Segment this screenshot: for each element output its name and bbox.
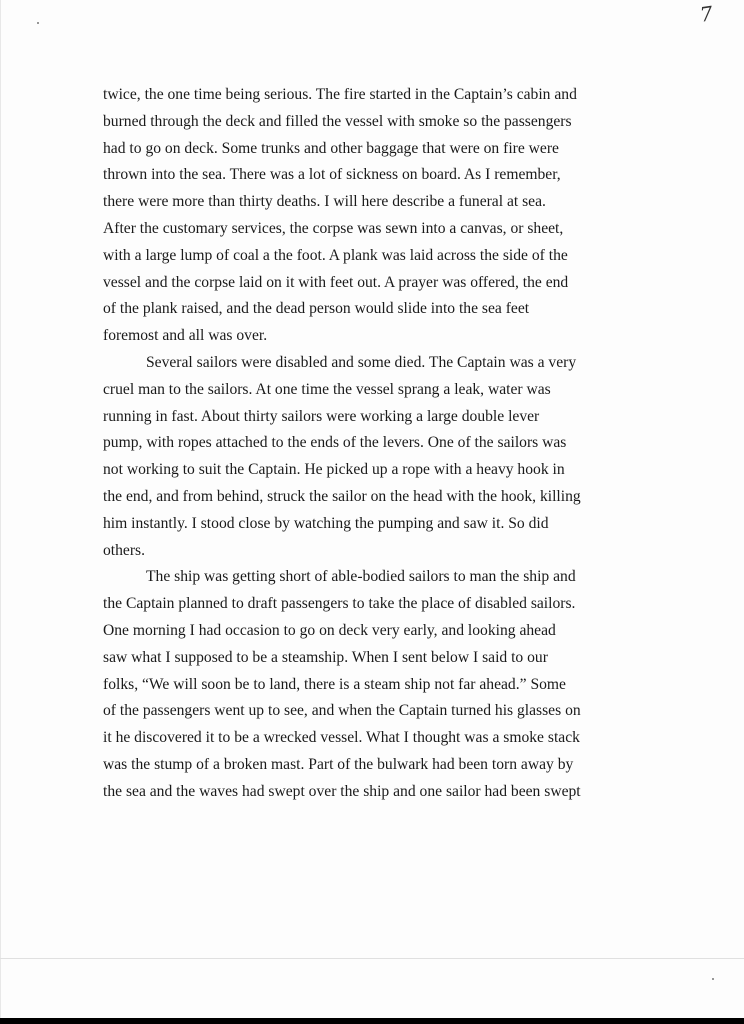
page-number: 7: [698, 1, 715, 27]
text-line: the Captain planned to draft passengers to take the place of disabled sailors.: [103, 595, 576, 613]
scan-bottom-edge: [0, 1018, 744, 1024]
text-line: him instantly. I stood close by watching the pumping and saw it. So did: [103, 514, 549, 532]
text-line: folks, “We will soon be to land, there is a steam ship not far ahead.” Some: [103, 675, 566, 693]
scan-speck: [37, 22, 39, 24]
text-line: of the plank raised, and the dead person would slide into the sea feet: [103, 300, 530, 318]
text-line: others.: [103, 541, 146, 559]
body-text: [103, 82, 643, 806]
text-line: saw what I supposed to be a steamship. When I sent below I said to our: [103, 648, 548, 666]
text-line: After the customary services, the corpse was sewn into a canvas, or sheet,: [103, 219, 564, 237]
text-line: The ship was getting short of able-bodied sailors to man the ship and: [146, 568, 576, 586]
scan-speck: [712, 978, 714, 980]
text-line: there were more than thirty deaths. I will here describe a funeral at sea.: [103, 193, 546, 211]
text-line: vessel and the corpse laid on it with feet out. A prayer was offered, the end: [103, 273, 569, 291]
paragraph: [103, 564, 643, 805]
scan-left-edge: [0, 0, 1, 1018]
paragraph: [103, 82, 643, 350]
text-line: it he discovered it to be a wrecked vessel. What I thought was a smoke stack: [103, 729, 580, 747]
text-line: pump, with ropes attached to the ends of the levers. One of the sailors was: [103, 434, 567, 452]
text-line: with a large lump of coal a the foot. A plank was laid across the side of the: [103, 246, 568, 264]
text-line: burned through the deck and filled the vessel with smoke so the passengers: [103, 112, 572, 130]
text-line: the end, and from behind, struck the sailor on the head with the hook, killing: [103, 487, 581, 505]
text-line: not working to suit the Captain. He picked up a rope with a heavy hook in: [103, 461, 565, 479]
text-line: thrown into the sea. There was a lot of sickness on board. As I remember,: [103, 166, 561, 184]
text-line: had to go on deck. Some trunks and other baggage that were on fire were: [103, 139, 559, 157]
text-line: running in fast. About thirty sailors were working a large double lever: [103, 407, 540, 425]
text-line: the sea and the waves had swept over the ship and one sailor had been swept: [103, 782, 581, 800]
text-line: twice, the one time being serious. The fire started in the Captain’s cabin and: [103, 86, 577, 103]
text-line: cruel man to the sailors. At one time the vessel sprang a leak, water was: [103, 380, 551, 398]
text-line: foremost and all was over.: [103, 327, 268, 345]
text-line: of the passengers went up to see, and when the Captain turned his glasses on: [103, 702, 581, 720]
text-line: Several sailors were disabled and some died. The Captain was a very: [146, 353, 577, 371]
text-line: was the stump of a broken mast. Part of the bulwark had been torn away by: [103, 755, 574, 773]
paragraph: [103, 350, 643, 564]
scan-fold-line: [0, 958, 744, 959]
text-line: One morning I had occasion to go on deck very early, and looking ahead: [103, 621, 556, 639]
